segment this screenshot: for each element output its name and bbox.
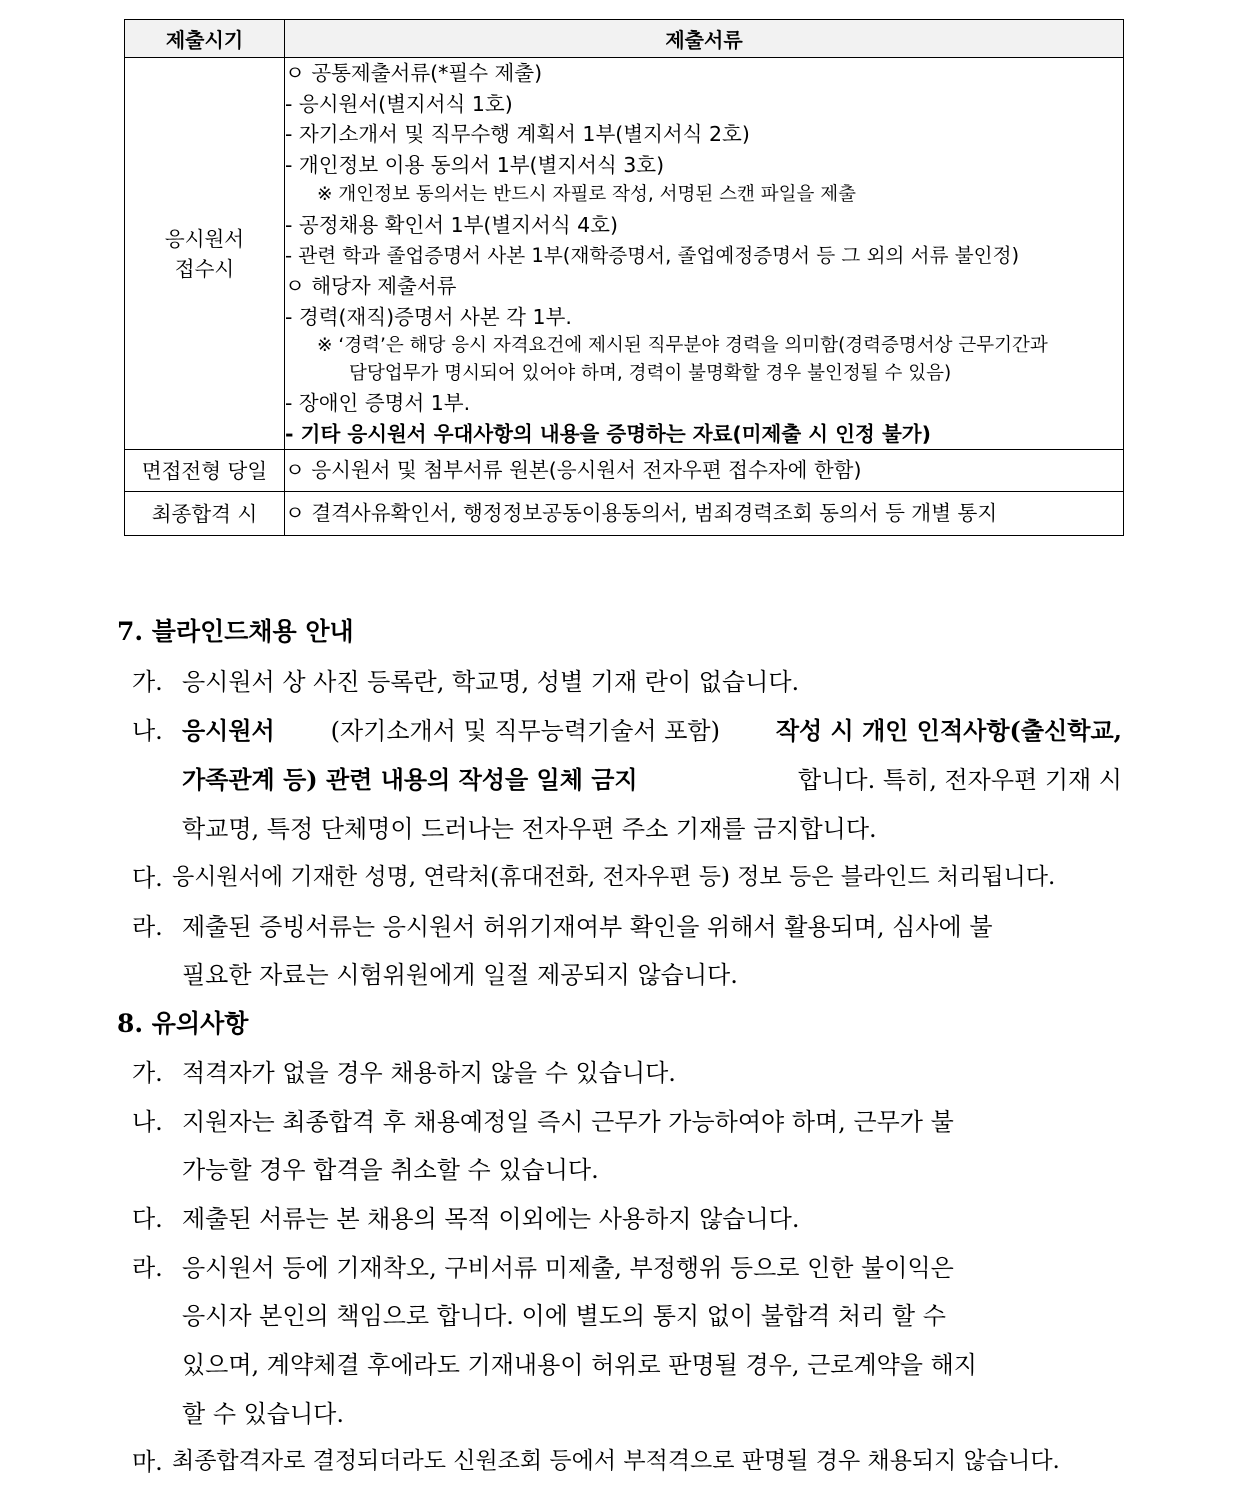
documents-cell xyxy=(285,450,1124,492)
item-text-bold: 가족관계 등) 관련 내용의 작성을 일체 금지 xyxy=(182,765,638,794)
doc-line: ㅇ 해당자 제출서류 xyxy=(285,274,457,298)
doc-line: ㅇ 결격사유확인서, 행정정보공동이용동의서, 범죄경력조회 동의서 등 개별 통지 xyxy=(285,501,998,525)
table-row xyxy=(125,492,1124,536)
item-marker: 라. xyxy=(132,1254,163,1282)
timing-cell: 면접전형 당일 xyxy=(125,450,285,492)
item-text: 적격자가 없을 경우 채용하지 않을 수 있습니다. xyxy=(182,1059,676,1087)
table-row xyxy=(125,450,1124,492)
item-text xyxy=(182,711,1122,746)
submission-documents-table xyxy=(124,19,1124,536)
doc-line: - 경력(재직)증명서 사본 각 1부. xyxy=(285,304,572,329)
table-row xyxy=(125,58,1124,450)
doc-line: ㅇ 공통제출서류(*필수 제출) xyxy=(285,61,543,85)
item-marker: 다. xyxy=(132,1205,163,1233)
item-marker: 가. xyxy=(132,668,163,696)
item-continuation: 응시자 본인의 책임으로 합니다. 이에 별도의 통지 없이 불합격 처리 할 수 xyxy=(182,1302,946,1330)
item-marker: 다. xyxy=(132,864,163,892)
doc-note: ※ ‘경력’은 해당 응시 자격요건에 제시된 직무분야 경력을 의미함(경력증명서상 근무기간과 xyxy=(317,335,1048,356)
item-text: 제출된 서류는 본 채용의 목적 이외에는 사용하지 않습니다. xyxy=(182,1205,800,1233)
item-marker: 가. xyxy=(132,1059,163,1087)
doc-line: - 자기소개서 및 직무수행 계획서 1부(별지서식 2호) xyxy=(285,122,750,146)
item-continuation: 있으며, 계약체결 후에라도 기재내용이 허위로 판명될 경우, 근로계약을 해지 xyxy=(182,1351,977,1379)
doc-line: - 개인정보 이용 동의서 1부(별지서식 3호) xyxy=(285,152,665,177)
item-marker: 마. xyxy=(132,1448,163,1476)
header-timing: 제출시기 xyxy=(125,20,285,58)
item-text: 응시원서 상 사진 등록란, 학교명, 성별 기재 란이 없습니다. xyxy=(182,668,800,696)
table-header-row xyxy=(125,20,1124,58)
documents-cell xyxy=(285,58,1124,450)
doc-line: ㅇ 응시원서 및 첨부서류 원본(응시원서 전자우편 접수자에 한함) xyxy=(285,458,862,482)
doc-note: ※ 개인정보 동의서는 반드시 자필로 작성, 서명된 스캔 파일을 제출 xyxy=(317,184,856,205)
doc-line: - 장애인 증명서 1부. xyxy=(285,391,471,415)
item-continuation: 가능할 경우 합격을 취소할 수 있습니다. xyxy=(182,1156,599,1184)
header-documents: 제출서류 xyxy=(285,20,1124,58)
section-heading: 7. 블라인드채용 안내 xyxy=(117,617,354,646)
item-text: 응시원서에 기재한 성명, 연락처(휴대전화, 전자우편 등) 정보 등은 블라인드 처리됩니다. xyxy=(172,864,1056,890)
timing-line: 접수시 xyxy=(174,256,235,281)
item-marker: 나. xyxy=(132,1108,163,1136)
section-heading: 8. 유의사항 xyxy=(117,1009,249,1038)
item-text: 지원자는 최종합격 후 채용예정일 즉시 근무가 가능하여야 하며, 근무가 불 xyxy=(182,1108,954,1136)
item-marker: 라. xyxy=(132,913,163,941)
item-continuation: 할 수 있습니다. xyxy=(182,1400,344,1428)
item-text-bold: 작성 시 개인 인적사항(출신학교, xyxy=(775,716,1122,745)
item-text: 제출된 증빙서류는 응시원서 허위기재여부 확인을 위해서 활용되며, 심사에 불 xyxy=(182,913,993,941)
item-marker: 나. xyxy=(132,717,163,745)
doc-line: - 공정채용 확인서 1부(별지서식 4호) xyxy=(285,213,618,237)
item-continuation xyxy=(182,760,1122,795)
item-text: 응시원서 등에 기재착오, 구비서류 미제출, 부정행위 등으로 인한 불이익은 xyxy=(182,1254,954,1282)
doc-line: - 응시원서(별지서식 1호) xyxy=(285,91,513,116)
item-continuation: 학교명, 특정 단체명이 드러나는 전자우편 주소 기재를 금지합니다. xyxy=(182,815,877,843)
item-continuation: 필요한 자료는 시험위원에게 일절 제공되지 않습니다. xyxy=(182,961,738,989)
item-text-normal: 합니다. 특히, 전자우편 기재 시 xyxy=(798,766,1122,794)
timing-line: 응시원서 xyxy=(164,226,245,251)
doc-note: 담당업무가 명시되어 있어야 하며, 경력이 불명확할 경우 불인정될 수 있음) xyxy=(349,363,952,384)
doc-line: - 관련 학과 졸업증명서 사본 1부(재학증명서, 졸업예정증명서 등 그 외의 서류 불인정) xyxy=(285,243,1020,267)
item-text: 최종합격자로 결정되더라도 신원조회 등에서 부적격으로 판명될 경우 채용되지 않습니다. xyxy=(172,1448,1060,1474)
timing-cell xyxy=(125,58,285,450)
doc-line: - 기타 응시원서 우대사항의 내용을 증명하는 자료(미제출 시 인정 불가) xyxy=(285,421,931,446)
timing-cell: 최종합격 시 xyxy=(125,492,285,536)
item-text-bold: 응시원서 xyxy=(182,716,275,745)
documents-cell xyxy=(285,492,1124,536)
item-text-normal: (자기소개서 및 직무능력기술서 포함) xyxy=(330,717,720,745)
